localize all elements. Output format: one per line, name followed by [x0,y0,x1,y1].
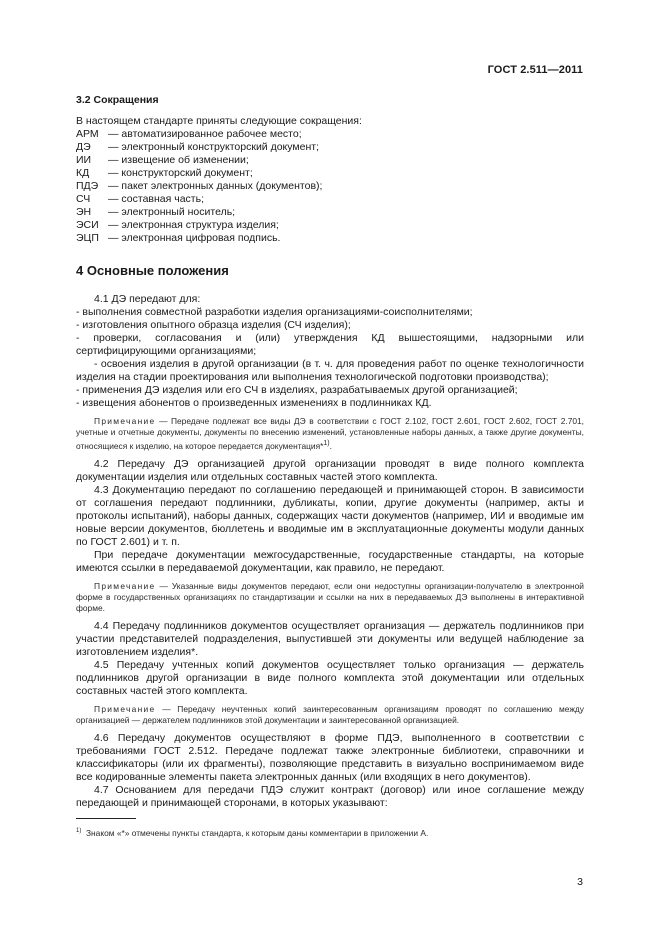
abbrev-item [76,167,584,180]
abbrev-definition: — конструкторский документ; [108,167,253,179]
note-4-3 [76,581,584,614]
abbrev-list [76,128,584,245]
abbrev-definition: — извещение об изменении; [108,154,249,166]
abbrev-item [76,154,584,167]
abbrev-term: ЭН [76,206,92,218]
footnote-mark: 1) [76,828,82,834]
abbrev-definition: — электронная цифровая подпись. [108,232,281,244]
note-text: — Указанные виды документов передают, если они недоступны организации-получателю в электронной форме в государственных организациях по стандартизации и ссылки на них в передаваемых ДЭ выполнены в интерактивной форме. [76,580,584,613]
clause-4-4: 4.4 Передачу подлинников документов осуществляет организация — держатель подлинников при участии представителей подразделения, выпустившей эти документы или ведущей наблюдение за изготовлением изделия*. [76,619,584,658]
note-4-5 [76,704,584,726]
section-3-2-heading: 3.2 Сокращения [76,94,159,106]
clause-4-7: 4.7 Основанием для передачи ПДЭ служит контракт (договор) или иное соглашение между передающей и принимающей сторонами, в которых указывают: [76,783,584,809]
abbrev-term: ЭСИ [76,219,99,231]
abbrev-definition: — пакет электронных данных (документов); [108,180,323,192]
abbrev-term: ДЭ [76,141,91,153]
abbrev-item [76,193,584,206]
page-body [76,94,584,810]
note-4-1 [76,416,584,452]
clause-4-1-intro: 4.1 ДЭ передают для: [94,293,201,305]
clause-4-5: 4.5 Передачу учтенных копий документов осуществляет только организация — держатель подлинников другой организации в виде полного комплекта этой документации или отдельных составных частей этого комплекта. [76,658,584,697]
clause-4-3-continuation: При передаче документации межгосударственные, государственные стандарты, на которые имеются ссылки в передаваемой документации, как правило, не передают. [76,548,584,574]
abbrev-definition: — электронный носитель; [108,206,236,218]
abbrev-term: СЧ [76,193,91,205]
abbrev-term: ИИ [76,154,92,166]
section-4-heading: 4 Основные положения [76,263,229,278]
clause-4-1-item: - применения ДЭ изделия или его СЧ в изделиях, разрабатываемых другой организацией; [76,384,518,396]
footnote-separator [76,818,136,819]
abbrev-definition: — электронный конструкторский документ; [108,141,319,153]
note-label: Примечание [94,703,156,714]
note-text: — Передаче подлежат все виды ДЭ в соответствии с ГОСТ 2.102, ГОСТ 2.601, ГОСТ 2.602, ГОСТ 2.701, учетные и отчетные документы, документы по внесению изменений, установленные наборы данных, а также другие документы, относящиеся к изделию, на которое передается документация* [76,416,585,451]
abbrev-term: ЭЦП [76,232,99,244]
abbrev-term: КД [76,167,90,179]
clause-4-3: 4.3 Документацию передают по соглашению передающей и принимающей сторон. В зависимости от соглашения передают подлинники, дубликаты, копии, другие документы (например, акты и протоколы испытаний), наборы данных, содержащих части документов (например, ИИ и вводимые им новые версии документов, бюллетень и вводимые им в эксплуатационные документы модули данных по ГОСТ 2.601) и т. п. [76,483,584,548]
abbrev-definition: — электронная структура изделия; [108,219,279,231]
abbrev-item [76,128,584,141]
footnote-text: Знаком «*» отмечены пункты стандарта, к которым даны комментарии в приложении А. [86,827,429,838]
clause-4-1-item: - извещения абонентов о произведенных изменениях в подлинниках КД. [76,397,432,409]
clause-4-1-item: - изготовления опытного образца изделия (СЧ изделия); [76,319,351,331]
clause-4-1-item: - освоения изделия в другой организации (в т. ч. для проведения работ по оценке технологичности изделия на стадии проектирования или выполнения технологической подготовки производства); [76,358,584,383]
abbrev-definition: — составная часть; [108,193,204,205]
clause-4-2: 4.2 Передачу ДЭ организацией другой организации проводят в виде полного комплекта документации изделия или отдельных составных частей этого комплекта. [76,457,584,483]
clause-4-6: 4.6 Передачу документов осуществляют в форме ПДЭ, выполненного в соответствии с требованиями ГОСТ 2.512. Передаче подлежат также электронные библиотеки, справочники и классификаторы (или их фрагменты), позволяющие представить в визуально воспринимаемом виде все кодированные элементы пакета электронных данных (или входящих в него документов). [76,731,584,783]
abbrev-item [76,206,584,219]
note-label: Примечание [94,580,156,591]
document-code-header: ГОСТ 2.511—2011 [487,64,583,76]
note-end: . [329,440,332,451]
note-text: — Передачу неучтенных копий заинтересованным организациям проводят по соглашению между организацией — держателем подлинников этой документации и заинтересованной организацией. [76,703,584,725]
abbrev-intro: В настоящем стандарте приняты следующие сокращения: [76,115,362,127]
note-label: Примечание [94,416,156,426]
abbrev-item [76,180,584,193]
abbrev-term: АРМ [76,128,99,140]
clause-4-1-item: - выполнения совместной разработки изделия организациями-соисполнителями; [76,306,473,318]
abbrev-term: ПДЭ [76,180,99,192]
abbrev-item [76,141,584,154]
footnote [76,826,584,839]
footnote-reference[interactable]: 1) [323,440,330,447]
clause-4-1-item: - проверки, согласования и (или) утверждения КД вышестоящими, надзорными или сертифицирующими организациями; [76,332,584,357]
abbrev-item [76,232,584,245]
abbrev-item [76,219,584,232]
page-number: 3 [577,876,583,888]
abbrev-definition: — автоматизированное рабочее место; [108,128,302,140]
